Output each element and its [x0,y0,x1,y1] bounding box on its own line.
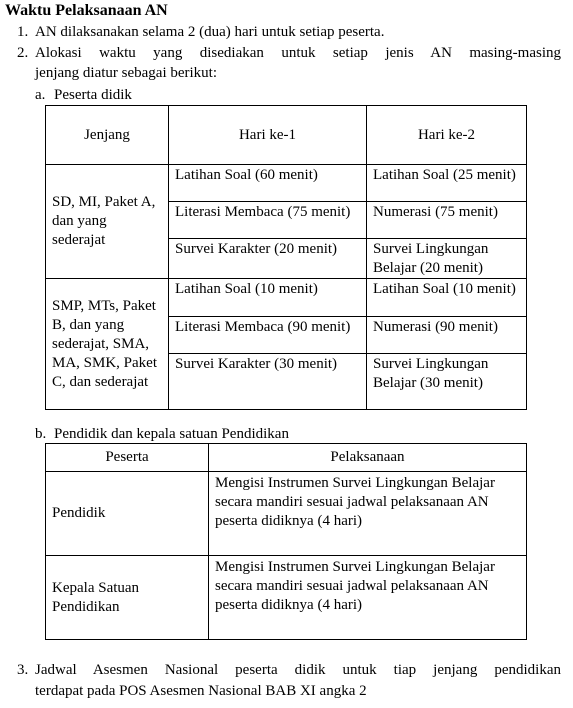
item-1-number: 1. [17,24,29,40]
table-row [46,472,527,556]
peserta-cell: Kepala Satuan Pendidikan [46,556,209,640]
day2-cell: Survei Lingkungan Belajar (20 menit) [367,239,527,279]
table-row [46,279,527,317]
header-pelaksanaan: Pelaksanaan [209,444,527,472]
item-2-number: 2. [17,45,29,61]
day2-cell: Numerasi (75 menit) [367,202,527,239]
item-3-number: 3. [17,662,29,678]
day1-cell: Latihan Soal (10 menit) [169,279,367,317]
day1-cell: Literasi Membaca (90 menit) [169,317,367,354]
pendidik-table [45,443,527,640]
header-hari-1: Hari ke-1 [169,106,367,165]
table-row [46,165,527,202]
section-b-title: Pendidik dan kepala satuan Pendidikan [54,426,289,442]
jenjang-cell: SMP, MTs, Paket B, dan yang sederajat, SMA, MA, SMK, Paket C, dan sederajat [46,279,169,410]
day1-cell: Latihan Soal (60 menit) [169,165,367,202]
pelaksanaan-cell: Mengisi Instrumen Survei Lingkungan Belajar secara mandiri sesuai jadwal pelaksanaan AN peserta didiknya (4 hari) [209,472,527,556]
day2-cell: Survei Lingkungan Belajar (30 menit) [367,354,527,410]
table-row [46,556,527,640]
day2-cell: Latihan Soal (25 menit) [367,165,527,202]
item-2-text-line2: jenjang diatur sebagai berikut: [35,65,218,81]
item-3-text-line2: terdapat pada POS Asesmen Nasional BAB XI angka 2 [35,683,367,699]
peserta-didik-table [45,105,527,410]
day1-cell: Survei Karakter (20 menit) [169,239,367,279]
section-title: Waktu Pelaksanaan AN [5,2,168,19]
item-2-text-line1: Alokasi waktu yang disediakan untuk setiap jenis AN masing-masing [35,45,561,61]
table-header-row [46,444,527,472]
pelaksanaan-cell: Mengisi Instrumen Survei Lingkungan Belajar secara mandiri sesuai jadwal pelaksanaan AN peserta didiknya (4 hari) [209,556,527,640]
section-a-title: Peserta didik [54,87,132,103]
item-1-text: AN dilaksanakan selama 2 (dua) hari untuk setiap peserta. [35,24,385,40]
day1-cell: Literasi Membaca (75 menit) [169,202,367,239]
day1-cell: Survei Karakter (30 menit) [169,354,367,410]
day2-cell: Numerasi (90 menit) [367,317,527,354]
day2-cell: Latihan Soal (10 menit) [367,279,527,317]
table-header-row [46,106,527,165]
jenjang-cell: SD, MI, Paket A, dan yang sederajat [46,165,169,279]
section-a-label: a. [35,87,46,103]
header-hari-2: Hari ke-2 [367,106,527,165]
header-peserta: Peserta [46,444,209,472]
peserta-cell: Pendidik [46,472,209,556]
section-b-label: b. [35,426,47,442]
item-3-text-line1: Jadwal Asesmen Nasional peserta didik untuk tiap jenjang pendidikan [35,662,561,678]
header-jenjang: Jenjang [46,106,169,165]
